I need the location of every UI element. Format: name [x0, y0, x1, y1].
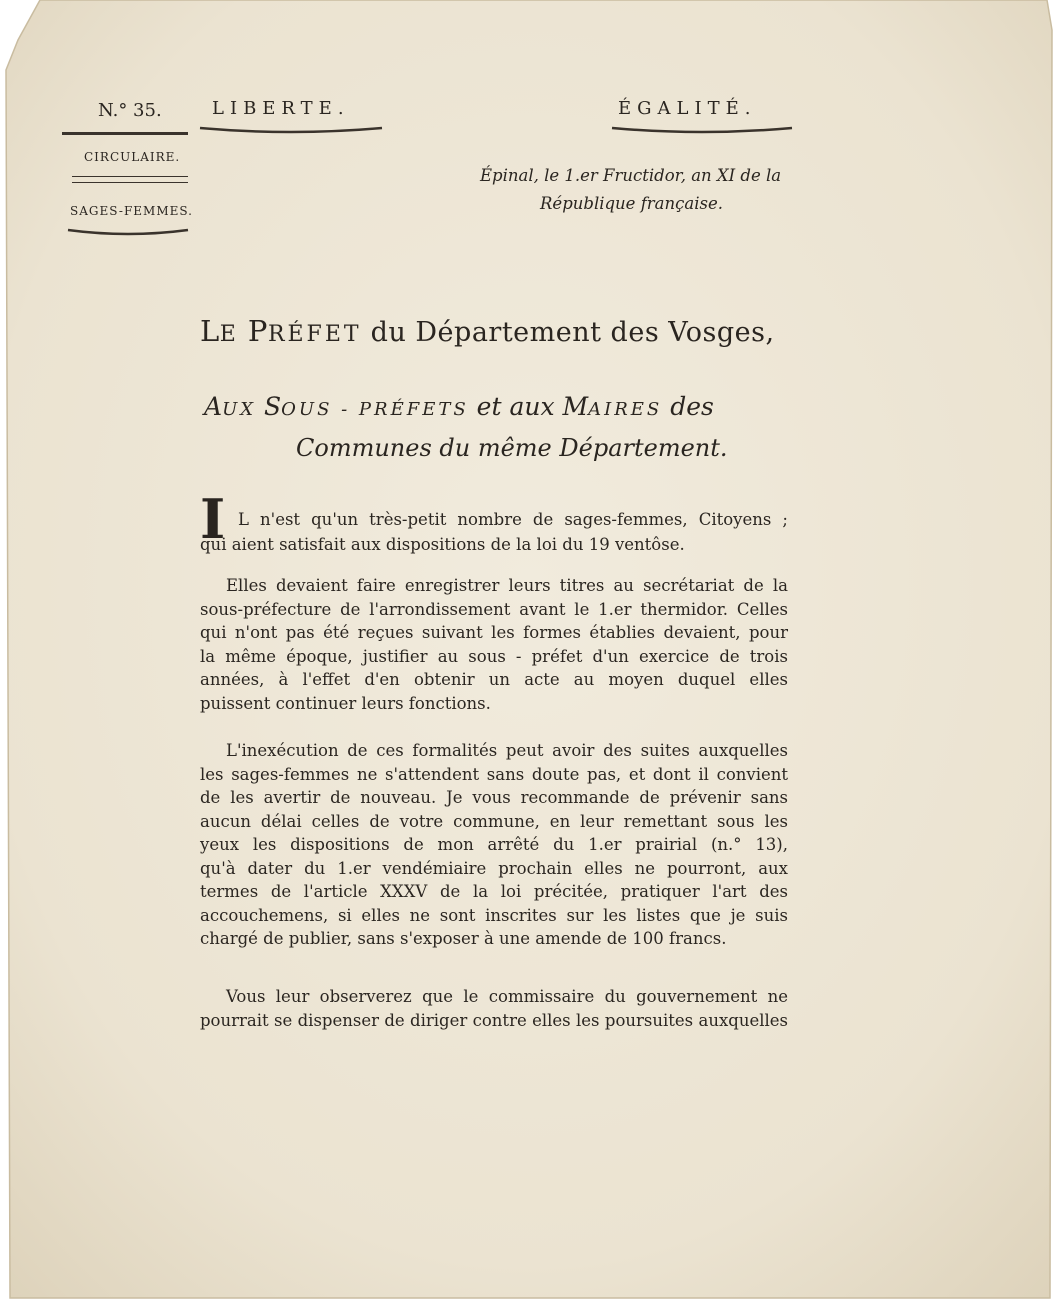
sub-aires: AIRES	[588, 399, 663, 420]
egalite-heading: ÉGALITÉ.	[618, 98, 757, 119]
title-e: E	[219, 322, 239, 347]
sub-s-cap: S	[264, 392, 282, 421]
subject-ornament-rule	[66, 226, 190, 240]
title-l-cap: L	[200, 314, 220, 348]
drop-cap: I	[200, 487, 226, 551]
title-prefet: RÉFET	[267, 322, 362, 347]
double-rule-bottom	[72, 182, 188, 183]
liberte-ornament-rule	[198, 124, 384, 138]
addressee-line2: Communes du même Département.	[296, 434, 728, 462]
paragraph-3: L'inexécution de ces formalités peut avoir des suites auxquelles les sages-femmes ne s'attendent sans doute pas, et dont il convient de les avertir de nouveau. Je vous recommande de prévenir sans aucun délai celles de votre commune, en leur remettant sous les yeux les dispositions de mon arrêté du 1.er prairial (n.° 13), qu'à dater du 1.er vendémiaire prochain elles ne pourront, aux termes de l'article XXXV de la loi précitée, pratiquer l'art des accouchemens, si elles ne sont inscrites sur les listes que je suis chargé de publier, sans s'exposer à une amende de 100 francs.	[200, 741, 788, 948]
title-p-cap: P	[247, 314, 268, 348]
sub-ous-prefets: OUS - PRÉFETS	[281, 399, 469, 420]
egalite-ornament-rule	[610, 124, 794, 138]
circulaire-label: CIRCULAIRE.	[84, 150, 181, 164]
double-rule-top	[72, 176, 188, 177]
circular-number: N.° 35.	[98, 100, 162, 121]
paragraph-2: Elles devaient faire enregistrer leurs titres au secrétariat de la sous-préfecture de l'arrondissement avant le 1.er thermidor. Celles qui n'ont pas été reçues suivant les formes établies devaient, pour la même époque, justifier au sous - préfet d'un exercice de trois années, à l'effet d'en obtenir un acte au moyen duquel elles puissent continuer leurs fonctions.	[200, 576, 788, 713]
paragraph-1-line2: qui aient satisfait aux dispositions de la loi du 19 ventôse.	[200, 535, 685, 554]
sub-ux: UX	[222, 399, 257, 420]
paragraph-1-line1: L n'est qu'un très-petit nombre de sages-femmes, Citoyens ;	[238, 510, 788, 529]
document-title	[200, 314, 775, 348]
place-date-line1: Épinal, le 1.er Fructidor, an XI de la	[480, 166, 782, 185]
subject-label: SAGES-FEMMES.	[70, 204, 193, 218]
sub-et-aux: et aux	[476, 392, 555, 421]
sub-a-cap: A	[204, 392, 223, 421]
paragraph-4: Vous leur observerez que le commissaire du gouvernement ne pourrait se dispenser de diriger contre elles les poursuites auxquelles	[200, 987, 788, 1030]
title-rest: du Département des Vosges,	[370, 317, 775, 348]
addressee-line1	[204, 392, 714, 421]
header-rule-left	[62, 132, 188, 135]
place-date-line2: République française.	[540, 194, 723, 213]
liberte-heading: LIBERTE.	[212, 98, 350, 119]
sub-des: des	[670, 392, 714, 421]
sub-m-cap: M	[562, 392, 589, 421]
